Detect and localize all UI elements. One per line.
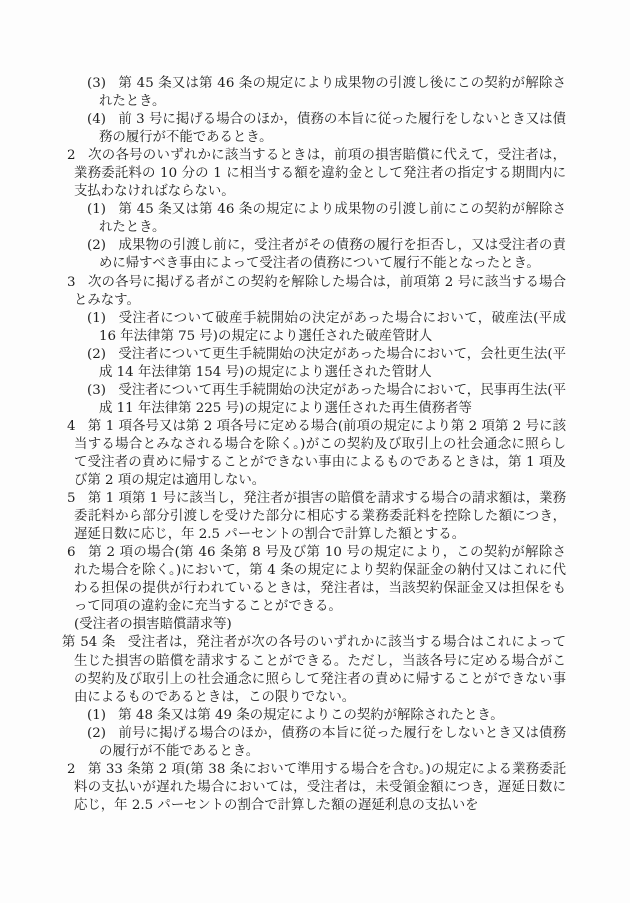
paragraph-number: 3 bbox=[67, 274, 76, 290]
article-number: 第 54 条 bbox=[62, 635, 116, 651]
clause-paragraph bbox=[62, 274, 566, 310]
clause-item bbox=[62, 725, 566, 761]
clause-text: 受注者について破産手続開始の決定があった場合において，破産法(平成 16 年法律第 75 号)の規定により選任された破産管財人 bbox=[99, 310, 566, 344]
item-marker: (2) bbox=[87, 346, 106, 362]
clause-text: 第 45 条又は第 46 条の規定により成果物の引渡し前にこの契約が解除されたとき。 bbox=[99, 202, 566, 236]
clause-text: 第 1 項各号又は第 2 項各号に定める場合(前項の規定により第 2 項第 2 号に該当する場合とみなされる場合を除く。)がこの契約及び取引上の社会通念に照らして受注者の責めに帰することができない事由によるものであるときは，第 1 項及び第 2 項の規定は適用しない。 bbox=[74, 418, 566, 489]
item-marker: (3) bbox=[87, 76, 106, 91]
clause-item bbox=[62, 111, 566, 147]
clause-text: 次の各号に掲げる者がこの契約を解除した場合は，前項第 2 号に該当する場合とみなす。 bbox=[74, 274, 566, 308]
clause-paragraph bbox=[62, 761, 566, 815]
clause-text: 第 33 条第 2 項(第 38 条において準用する場合を含む。)の規定による業務委託料の支払いが遅れた場合においては，受注者は，未受領金額につき，遅延日数に応じ，年 2.5 パーセントの割合で計算した額の遅延利息の支払いを bbox=[74, 761, 566, 813]
clause-item bbox=[62, 310, 566, 346]
clause-item bbox=[62, 201, 566, 237]
clause-text: (受注者の損害賠償請求等) bbox=[74, 617, 232, 633]
clause-text: 第 48 条又は第 49 条の規定によりこの契約が解除されたとき。 bbox=[118, 707, 504, 723]
section-heading bbox=[62, 616, 566, 634]
clause-item bbox=[62, 382, 566, 418]
paragraph-number: 2 bbox=[67, 761, 76, 777]
clause-text: 前号に掲げる場合のほか，債務の本旨に従った履行をしないとき又は債務の履行が不能であるとき。 bbox=[99, 725, 566, 759]
clause-text: 第 45 条又は第 46 条の規定により成果物の引渡し後にこの契約が解除されたとき。 bbox=[99, 76, 566, 110]
item-marker: (1) bbox=[87, 310, 106, 326]
clause-item bbox=[62, 75, 566, 111]
item-marker: (2) bbox=[87, 238, 106, 254]
clause-text: 次の各号のいずれかに該当するときは，前項の損害賠償に代えて，受注者は，業務委託料の 10 分の 1 に相当する額を違約金として発注者の指定する期間内に支払わなければならない。 bbox=[74, 148, 566, 200]
document-content bbox=[62, 75, 566, 815]
clause-paragraph bbox=[62, 490, 566, 544]
paragraph-number: 4 bbox=[67, 418, 76, 434]
clause-text: 成果物の引渡し前に，受注者がその債務の履行を拒否し，又は受注者の責めに帰すべき事由によって受注者の債務について履行不能となったとき。 bbox=[99, 238, 566, 272]
clause-text: 第 1 項第 1 号に該当し，発注者が損害の賠償を請求する場合の請求額は，業務委託料から部分引渡しを受けた部分に相応する業務委託料を控除した額につき，遅延日数に応じ，年 2.5 パーセントの割合で計算した額とする。 bbox=[74, 491, 567, 543]
item-marker: (2) bbox=[87, 725, 106, 741]
item-marker: (4) bbox=[87, 112, 106, 128]
paragraph-number: 6 bbox=[67, 545, 76, 561]
clause-text: 前 3 号に掲げる場合のほか，債務の本旨に従った履行をしないとき又は債務の履行が不能であるとき。 bbox=[99, 112, 566, 146]
clause-item bbox=[62, 346, 566, 382]
clause-paragraph bbox=[62, 544, 566, 616]
clause-text: 受注者について再生手続開始の決定があった場合において，民事再生法(平成 11 年法律第 225 号)の規定により選任された再生債務者等 bbox=[99, 382, 566, 416]
article-clause bbox=[62, 634, 566, 706]
clause-item bbox=[62, 237, 566, 273]
clause-text: 第 2 項の場合(第 46 条第 8 号及び第 10 号の規定により，この契約が解除された場合を除く。)において，第 4 条の規定により契約保証金の納付又はこれに代わる担保の提供が行われているときは，発注者は，当該契約保証金又は担保をもって同項の違約金に充当することができる。 bbox=[74, 545, 566, 615]
clause-item bbox=[62, 707, 566, 725]
clause-text: 受注者について更生手続開始の決定があった場合において，会社更生法(平成 14 年法律第 154 号)の規定により選任された管財人 bbox=[99, 346, 566, 380]
clause-paragraph bbox=[62, 147, 566, 201]
item-marker: (1) bbox=[87, 707, 106, 723]
paragraph-number: 2 bbox=[67, 148, 76, 164]
item-marker: (1) bbox=[87, 202, 106, 218]
clause-text: 受注者は，発注者が次の各号のいずれかに該当する場合はこれによって生じた損害の賠償を請求することができる。ただし，当該各号に定める場合がこの契約及び取引上の社会通念に照らして発注者の責めに帰することができない事由によるものであるときは，この限りでない。 bbox=[74, 635, 566, 705]
clause-paragraph bbox=[62, 418, 566, 490]
item-marker: (3) bbox=[87, 382, 106, 398]
paragraph-number: 5 bbox=[67, 491, 76, 507]
